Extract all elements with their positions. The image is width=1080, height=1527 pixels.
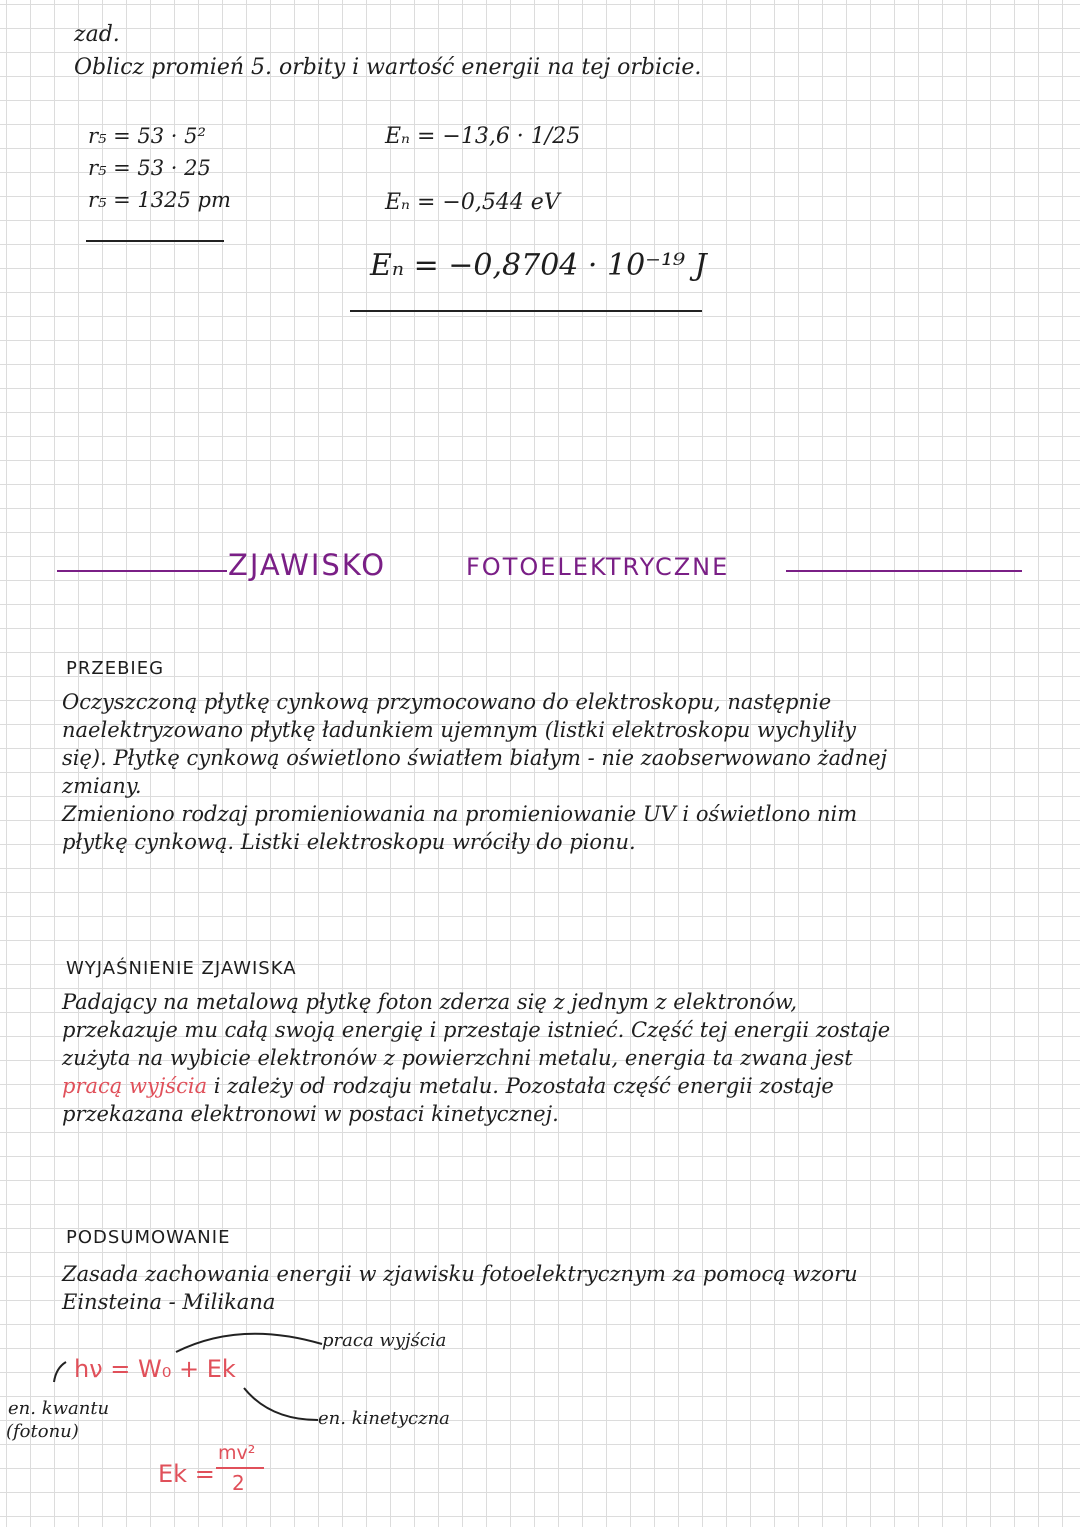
przebieg-line-6: płytkę cynkową. Listki elektroskopu wróciły do pionu. [62, 830, 636, 854]
einstein-formula: hν = W₀ + Ek [74, 1355, 236, 1383]
heading-rule-right [786, 570, 1022, 572]
wyjasnienie-header: WYJAŚNIENIE ZJAWISKA [66, 958, 297, 979]
kinetic-formula-left: Ek = [158, 1460, 215, 1488]
kinetic-formula-fraction-bar [216, 1467, 264, 1469]
wyjasnienie-line-4-rest: i zależy od rodzaju metalu. Pozostała część energii zostaje [213, 1074, 834, 1098]
radius-line-3: r₅ = 1325 pm [88, 188, 231, 212]
wyjasnienie-line-1: Padający na metalową płytkę foton zderza się z jednym z elektronów, [62, 990, 798, 1014]
przebieg-line-1: Oczyszczoną płytkę cynkową przymocowano do elektroskopu, następnie [62, 690, 832, 714]
przebieg-text [62, 688, 887, 856]
label-work-function: praca wyjścia [322, 1330, 447, 1351]
kinetic-formula-numerator: mv² [218, 1442, 256, 1464]
przebieg-line-5: Zmieniono rodzaj promieniowania na promieniowanie UV i oświetlono nim [62, 802, 858, 826]
wyjasnienie-text [62, 988, 890, 1128]
przebieg-line-4: zmiany. [62, 774, 142, 798]
radius-underline [86, 240, 224, 242]
podsumowanie-header: PODSUMOWANIE [66, 1227, 231, 1248]
section-title-left: ZJAWISKO [228, 548, 387, 582]
wyjasnienie-line-5: przekazana elektronowi w postaci kinetycznej. [62, 1102, 559, 1126]
podsumowanie-line-2: Einsteina - Milikana [62, 1290, 276, 1314]
przebieg-header: PRZEBIEG [66, 658, 165, 679]
label-photon: (fotonu) [6, 1421, 79, 1442]
wyjasnienie-line-2: przekazuje mu całą swoją energię i przestaje istnieć. Część tej energii zostaje [62, 1018, 891, 1042]
label-quantum-energy: en. kwantu [8, 1398, 110, 1419]
task-label: zad. [74, 22, 120, 47]
wyjasnienie-line-3: zużyta na wybicie elektronów z powierzchni metalu, energia ta zwana jest [62, 1046, 853, 1070]
podsumowanie-text [62, 1260, 858, 1316]
label-kinetic-energy: en. kinetyczna [318, 1408, 450, 1429]
przebieg-line-3: się). Płytkę cynkową oświetlono światłem białym - nie zaobserwowano żadnej [62, 746, 888, 770]
heading-rule-left [57, 570, 227, 572]
energy-line-3: Eₙ = −0,8704 · 10⁻¹⁹ J [370, 248, 707, 283]
energy-underline [350, 310, 702, 312]
connector-quantum [54, 1362, 66, 1382]
task-question: Oblicz promień 5. orbity i wartość energii na tej orbicie. [74, 55, 702, 80]
kinetic-formula-denominator: 2 [232, 1471, 245, 1495]
energy-line-2: Eₙ = −0,544 eV [385, 190, 560, 215]
radius-line-2: r₅ = 53 · 25 [88, 156, 211, 180]
radius-line-1: r₅ = 53 · 5² [88, 124, 206, 148]
energy-line-1: Eₙ = −13,6 · 1/25 [385, 124, 581, 149]
connector-work [176, 1334, 322, 1352]
section-title-right: FOTOELEKTRYCZNE [466, 553, 730, 581]
highlight-work-function: pracą wyjścia [62, 1074, 208, 1098]
podsumowanie-line-1: Zasada zachowania energii w zjawisku fotoelektrycznym za pomocą wzoru [62, 1262, 858, 1286]
wyjasnienie-line-4 [62, 1072, 890, 1100]
przebieg-line-2: naelektryzowano płytkę ładunkiem ujemnym (listki elektroskopu wychyliły [62, 718, 857, 742]
connector-kinetic [244, 1388, 318, 1420]
